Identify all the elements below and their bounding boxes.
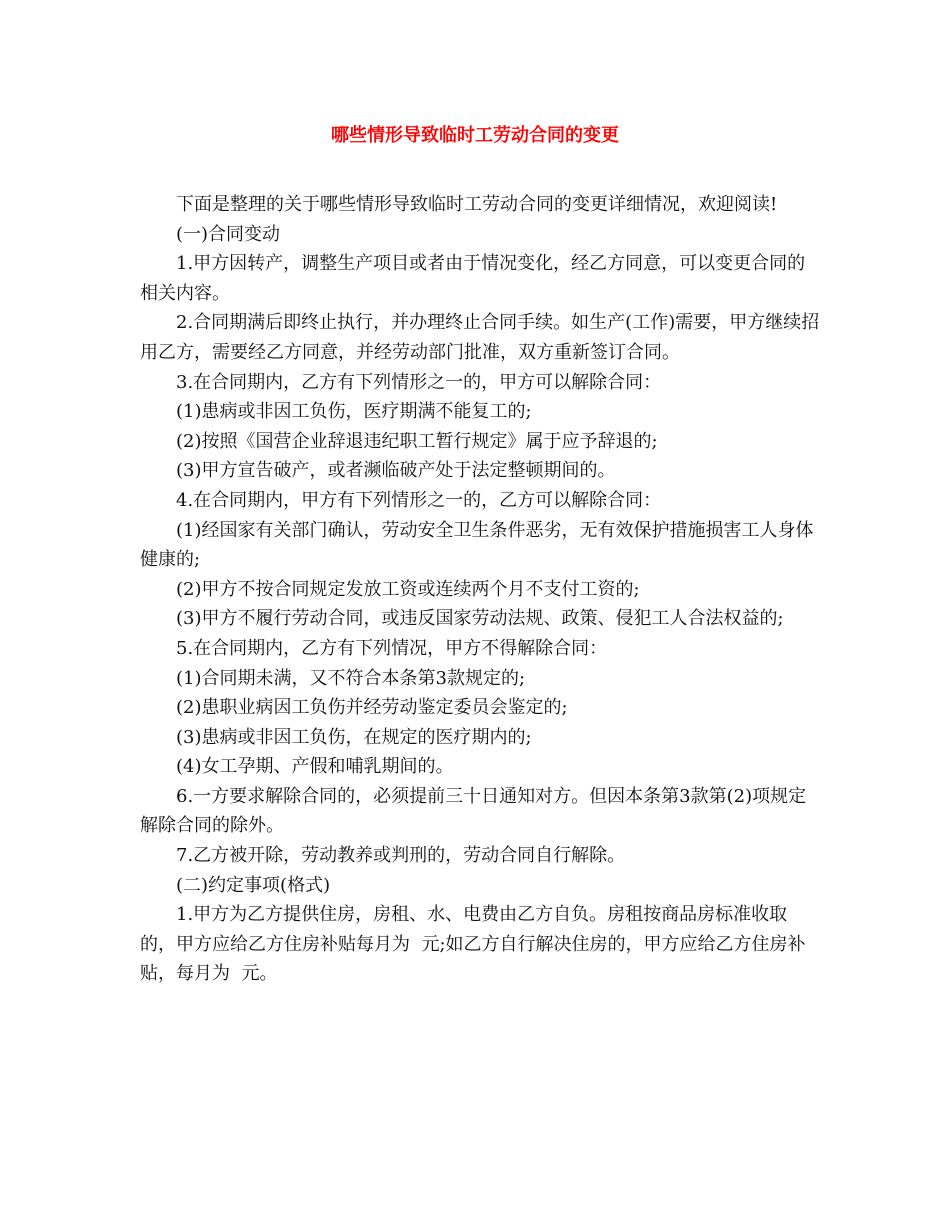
paragraph: 5.在合同期内，乙方有下列情况，甲方不得解除合同：	[176, 637, 608, 659]
document-title: 哪些情形导致临时工劳动合同的变更	[331, 125, 619, 146]
list-item: (1)患病或非因工负伤，医疗期满不能复工的;	[176, 401, 532, 423]
list-item: (2)按照《国营企业辞退违纪职工暂行规定》属于应予辞退的;	[176, 430, 658, 452]
list-item: (3)甲方不履行劳动合同，或违反国家劳动法规、政策、侵犯工人合法权益的;	[176, 608, 784, 630]
paragraph: 1.甲方因转产，调整生产项目或者由于情况变化，经乙方同意，可以变更合同的相关内容。	[140, 253, 806, 304]
document-body	[140, 190, 820, 989]
paragraph: 1.甲方为乙方提供住房，房租、水、电费由乙方自负。房租按商品房标准收取的，甲方应给乙方住房补贴每月为 元;如乙方自行解决住房的，甲方应给乙方住房补贴，每月为 元。	[140, 904, 806, 985]
section-heading: (二)约定事项(格式)	[176, 874, 331, 896]
list-item: (4)女工孕期、产假和哺乳期间的。	[176, 756, 454, 778]
paragraph: 下面是整理的关于哪些情形导致临时工劳动合同的变更详细情况，欢迎阅读!	[176, 194, 778, 215]
paragraph: 7.乙方被开除，劳动教养或判刑的，劳动合同自行解除。	[176, 845, 626, 867]
list-item: (2)患职业病因工负伤并经劳动鉴定委员会鉴定的;	[176, 697, 568, 719]
list-item: (2)甲方不按合同规定发放工资或连续两个月不支付工资的;	[176, 578, 640, 600]
list-item: (1)经国家有关部门确认，劳动安全卫生条件恶劣，无有效保护措施损害工人身体健康的;	[140, 519, 814, 571]
list-item: (3)甲方宣告破产，或者濒临破产处于法定整顿期间的。	[176, 460, 616, 482]
paragraph: 4.在合同期内，甲方有下列情形之一的，乙方可以解除合同：	[176, 489, 662, 511]
paragraph: 2.合同期满后即终止执行，并办理终止合同手续。如生产(工作)需要，甲方继续招用乙方，需要经乙方同意，并经劳动部门批准，双方重新签订合同。	[140, 312, 820, 363]
list-item: (3)患病或非因工负伤，在规定的医疗期内的;	[176, 726, 532, 748]
section-heading: (一)合同变动	[176, 223, 281, 245]
paragraph: 6.一方要求解除合同的，必须提前三十日通知对方。但因本条第3款第(2)项规定解除合同的除外。	[140, 785, 807, 837]
list-item: (1)合同期未满，又不符合本条第3款规定的;	[176, 667, 526, 689]
paragraph: 3.在合同期内，乙方有下列情形之一的，甲方可以解除合同：	[176, 371, 662, 393]
